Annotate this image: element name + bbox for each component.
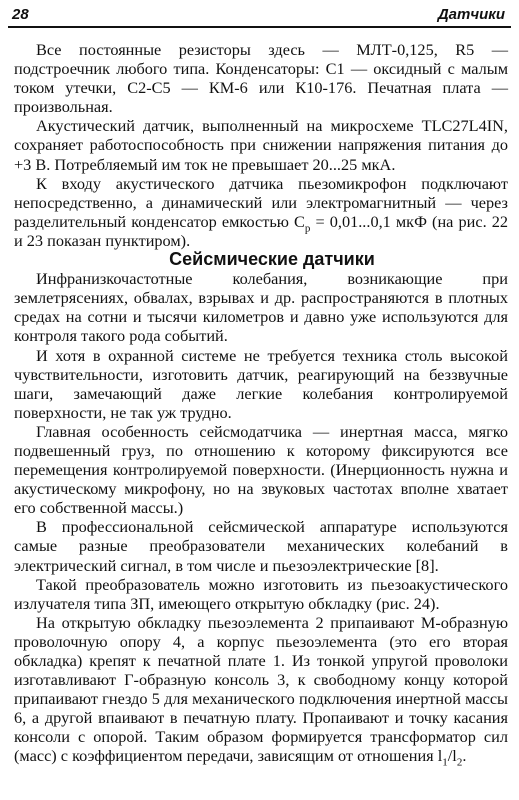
paragraph-converters: В профессиональной сейсмической аппаратуре используются самые разные преобразователи механических колебаний в электрический сигнал, в том числе и пьезоэлектрические [8]. <box>14 517 508 575</box>
capacitor-subscript: р <box>304 222 311 235</box>
assembly-subscript-2: 2 <box>456 756 463 769</box>
assembly-text: На открытую обкладку пьезоэлемента 2 припаивают М-образную проволочную опору 4, а корпус пьезоэлемента (это его вторая обкладка) крепят к печатной плате 1. Из тонкой упругой проволоки изготавливают Г-образную консоль 3, к свободному концу которой припаивают гнездо 5 для механического подключения инертной массы 6, а другой впаивают в печатную плату. Пропаивают и точку касания консоли с опорой. Таким образом формируется трансформатор сил (масс) с коэффициентом передачи, зависящим от отношения l <box>14 612 508 766</box>
assembly-text-mid: /l <box>447 746 457 766</box>
paragraph-acoustic-sensor: Акустический датчик, выполненный на микросхеме TLC27L4IN, сохраняет работоспособность при снижении напряжения питания до +3 В. Потребляемый им ток не превышает 20...25 мкА. <box>14 116 508 174</box>
paragraph-infralow: Инфранизкочастотные колебания, возникающие при землетрясениях, обвалах, взрывах и др. распространяются в плотных средах на сотни и тысячи километров и давно уже используются для контроля такого рода событий. <box>14 269 508 346</box>
paragraph-sensitivity: И хотя в охранной системе не требуется техника столь высокой чувствительности, изготовить датчик, реагирующий на беззвучные шаги, замечающий даже легкие колебания контролируемой поверхности, не так уж трудно. <box>14 345 508 422</box>
capacitor-text-end: = 0,01...0,1 мкФ (на рис. 22 и 23 показан пунктиром). <box>14 211 509 250</box>
paragraph-resistors: Все постоянные резисторы здесь — МЛТ-0,125, R5 — подстроечник любого типа. Конденсаторы: С1 — оксидный с малым током утечки, С2-С5 — КМ-6 или К10-176. Печатная плата — произвольная. <box>14 40 508 117</box>
capacitor-text-start: К входу акустического датчика пьезомикрофон подключают непосредственно, а динамический или электромагнитный — через разделительный конденсатор емкостью С <box>14 173 508 231</box>
running-title: Датчики <box>437 6 505 23</box>
section-title: Сейсмические датчики <box>169 249 375 270</box>
page-number: 28 <box>12 6 29 23</box>
paragraph-emitter: Такой преобразователь можно изготовить из пьезоакустического излучателя типа ЗП, имеющего открытую обкладку (рис. 24). <box>14 574 508 613</box>
assembly-text-end: . <box>462 746 467 766</box>
paragraph-assembly <box>14 612 508 769</box>
page-body <box>14 40 509 769</box>
paragraph-inertial-mass: Главная особенность сейсмодатчика — инертная масса, мягко подвешенный груз, по отношению к которому фиксируются все перемещения контролируемой поверхности. (Инерционность нужна и акустическому микрофону, но на звуковых частотах вполне хватает его собственной массы.) <box>14 421 508 518</box>
paragraph-capacitor <box>14 174 508 250</box>
assembly-subscript-1: 1 <box>442 756 448 769</box>
page-header <box>8 6 511 28</box>
